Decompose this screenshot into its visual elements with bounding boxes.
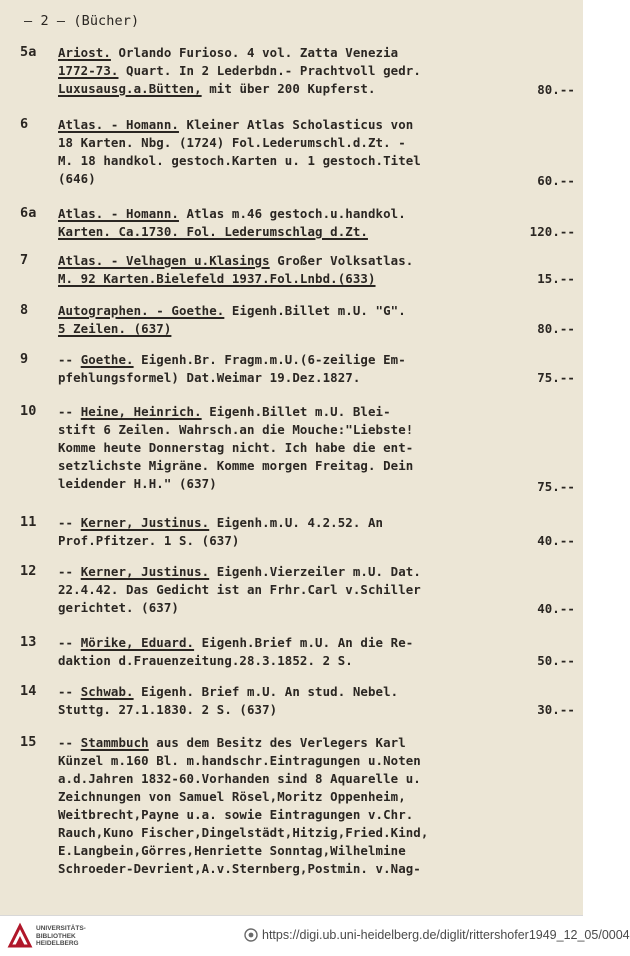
entry-line: [58, 421, 575, 439]
entry-text: Zeichnungen von Samuel Rösel,Moritz Oppenheim,: [58, 789, 406, 804]
entry-number: 14: [20, 683, 37, 699]
entry-line: [58, 599, 575, 617]
entry-line: [58, 369, 575, 387]
entry-line: [58, 701, 575, 719]
entry-price: 15.--: [537, 271, 575, 286]
license-icon: [244, 928, 258, 942]
entry-price: 120.--: [529, 224, 575, 239]
entry-line: [58, 860, 575, 878]
entry-heading: Kerner, Justinus.: [80, 515, 210, 530]
library-logo-icon: [6, 922, 34, 950]
entry-text: E.Langbein,Görres,Henriette Sonntag,Wilhelmine: [58, 843, 406, 858]
entry-price: 40.--: [537, 533, 575, 548]
entry-line: [58, 652, 575, 670]
entry-line: [58, 514, 575, 532]
entry-text: Eigenh.Vierzeiler m.U. Dat.: [209, 564, 421, 579]
entry-text: Rauch,Kuno Fischer,Dingelstädt,Hitzig,Fried.Kind,: [58, 825, 429, 840]
entry-heading: Autographen. - Goethe.: [58, 303, 225, 318]
entry-line: [58, 62, 575, 80]
page-header: – 2 – (Bücher): [24, 13, 140, 29]
entry-line: [58, 842, 575, 860]
entry-text: Eigenh.Br. Fragm.m.U.(6-zeilige Em-: [133, 352, 406, 367]
entry-line: [58, 320, 575, 338]
entry-text: Schroeder-Devrient,A.v.Sternberg,Postmin. v.Nag-: [58, 861, 421, 876]
entry-number: 12: [20, 563, 37, 579]
entry-heading: Heine, Heinrich.: [80, 404, 202, 419]
entry-line: [58, 457, 575, 475]
entry-price: 40.--: [537, 601, 575, 616]
entry-heading: Atlas. - Homann.: [58, 117, 179, 132]
entry-number: 6: [20, 116, 29, 132]
entry-text: Komme heute Donnerstag nicht. Ich habe die ent-: [58, 440, 414, 455]
entry-text: Eigenh.Billet m.U. Blei-: [201, 404, 391, 419]
entry-price: 30.--: [537, 702, 575, 717]
entry-text: aus dem Besitz des Verlegers Karl: [148, 735, 406, 750]
entry-line: [58, 270, 575, 288]
entry-text: mit über 200 Kupferst.: [201, 81, 376, 96]
entry-line: [58, 205, 575, 223]
entry-text: Kleiner Atlas Scholasticus von: [178, 117, 414, 132]
entry-heading: Stammbuch: [80, 735, 149, 750]
permalink-url[interactable]: https://digi.ub.uni-heidelberg.de/diglit/rittershofer1949_12_05/0004: [262, 928, 630, 942]
entry-text: --: [58, 684, 81, 699]
entry-text: Eigenh.Brief m.U. An die Re-: [194, 635, 414, 650]
entry-heading: Kerner, Justinus.: [80, 564, 210, 579]
entry-text: (646): [58, 171, 96, 186]
entry-line: [58, 806, 575, 824]
entry-text: Atlas m.46 gestoch.u.handkol.: [178, 206, 406, 221]
entry-heading: 5 Zeilen. (637): [58, 321, 172, 336]
entry-text: --: [58, 635, 81, 650]
entry-text: Eigenh. Brief m.U. An stud. Nebel.: [133, 684, 399, 699]
entry-text: --: [58, 564, 81, 579]
footer-bar: [0, 915, 630, 956]
entry-number: 8: [20, 302, 29, 318]
entry-text: --: [58, 352, 81, 367]
entry-heading: Atlas. - Homann.: [58, 206, 179, 221]
entry-line: [58, 475, 575, 493]
entry-number: 13: [20, 634, 37, 650]
entry-line: [58, 734, 575, 752]
entry-text: --: [58, 735, 81, 750]
entry-number: 15: [20, 734, 37, 750]
entry-price: 60.--: [537, 173, 575, 188]
entry-price: 80.--: [537, 82, 575, 97]
entry-heading: M. 92 Karten.Bielefeld 1937.Fol.Lnbd.(633): [58, 271, 376, 286]
entry-text: leidender H.H." (637): [58, 476, 217, 491]
entry-line: [58, 563, 575, 581]
entry-text: gerichtet. (637): [58, 600, 179, 615]
entry-price: 75.--: [537, 479, 575, 494]
entry-line: [58, 252, 575, 270]
entry-text: M. 18 handkol. gestoch.Karten u. 1 gestoch.Titel: [58, 153, 421, 168]
entry-heading: Ariost.: [58, 45, 111, 60]
entry-price: 50.--: [537, 653, 575, 668]
entry-line: [58, 634, 575, 652]
entry-text: --: [58, 404, 81, 419]
entry-text: Weitbrecht,Payne u.a. sowie Eintragungen v.Chr.: [58, 807, 414, 822]
entry-number: 9: [20, 351, 29, 367]
entry-line: [58, 824, 575, 842]
entry-text: --: [58, 515, 81, 530]
entry-text: setzlichste Migräne. Komme morgen Freitag. Dein: [58, 458, 414, 473]
entry-line: [58, 351, 575, 369]
entry-text: Eigenh.m.U. 4.2.52. An: [209, 515, 384, 530]
entry-number: 7: [20, 252, 29, 268]
entry-text: pfehlungsformel) Dat.Weimar 19.Dez.1827.: [58, 370, 361, 385]
entry-number: 11: [20, 514, 37, 530]
entry-number: 10: [20, 403, 37, 419]
entry-line: [58, 116, 575, 134]
entry-line: [58, 44, 575, 62]
entry-heading: 1772-73.: [58, 63, 119, 78]
entry-heading: Schwab.: [80, 684, 134, 699]
entry-text: 22.4.42. Das Gedicht ist an Frhr.Carl v.Schiller: [58, 582, 421, 597]
entry-line: [58, 532, 575, 550]
entry-line: [58, 683, 575, 701]
entry-heading: Karten. Ca.1730. Fol. Lederumschlag d.Zt.: [58, 224, 368, 239]
entry-line: [58, 788, 575, 806]
entry-text: daktion d.Frauenzeitung.28.3.1852. 2 S.: [58, 653, 353, 668]
entry-price: 75.--: [537, 370, 575, 385]
entry-line: [58, 752, 575, 770]
entry-line: [58, 770, 575, 788]
entry-text: Quart. In 2 Lederbdn.- Prachtvoll gedr.: [118, 63, 421, 78]
entry-text: stift 6 Zeilen. Wahrsch.an die Mouche:"Liebste!: [58, 422, 414, 437]
entry-text: Stuttg. 27.1.1830. 2 S. (637): [58, 702, 278, 717]
entry-line: [58, 439, 575, 457]
entry-number: 6a: [20, 205, 37, 221]
entry-line: [58, 223, 575, 241]
entry-line: [58, 152, 575, 170]
entry-text: a.d.Jahren 1832-60.Vorhanden sind 8 Aquarelle u.: [58, 771, 421, 786]
entry-line: [58, 302, 575, 320]
entry-line: [58, 403, 575, 421]
entry-text: Künzel m.160 Bl. m.handschr.Eintragungen u.Noten: [58, 753, 421, 768]
entry-heading: Goethe.: [80, 352, 134, 367]
entry-heading: Luxusausg.a.Bütten,: [58, 81, 202, 96]
entry-line: [58, 581, 575, 599]
entry-line: [58, 80, 575, 98]
entry-line: [58, 134, 575, 152]
entry-number: 5a: [20, 44, 37, 60]
entry-text: Orlando Furioso. 4 vol. Zatta Venezia: [110, 45, 399, 60]
entry-text: 18 Karten. Nbg. (1724) Fol.Lederumschl.d.Zt. -: [58, 135, 406, 150]
entry-text: Eigenh.Billet m.U. "G".: [224, 303, 406, 318]
entry-heading: Atlas. - Velhagen u.Klasings: [58, 253, 270, 268]
entry-price: 80.--: [537, 321, 575, 336]
library-name: UNIVERSITÄTS- BIBLIOTHEK HEIDELBERG: [36, 925, 86, 947]
entry-text: Prof.Pfitzer. 1 S. (637): [58, 533, 240, 548]
entry-heading: Mörike, Eduard.: [80, 635, 195, 650]
entry-line: [58, 170, 575, 188]
entry-text: Großer Volksatlas.: [269, 253, 414, 268]
